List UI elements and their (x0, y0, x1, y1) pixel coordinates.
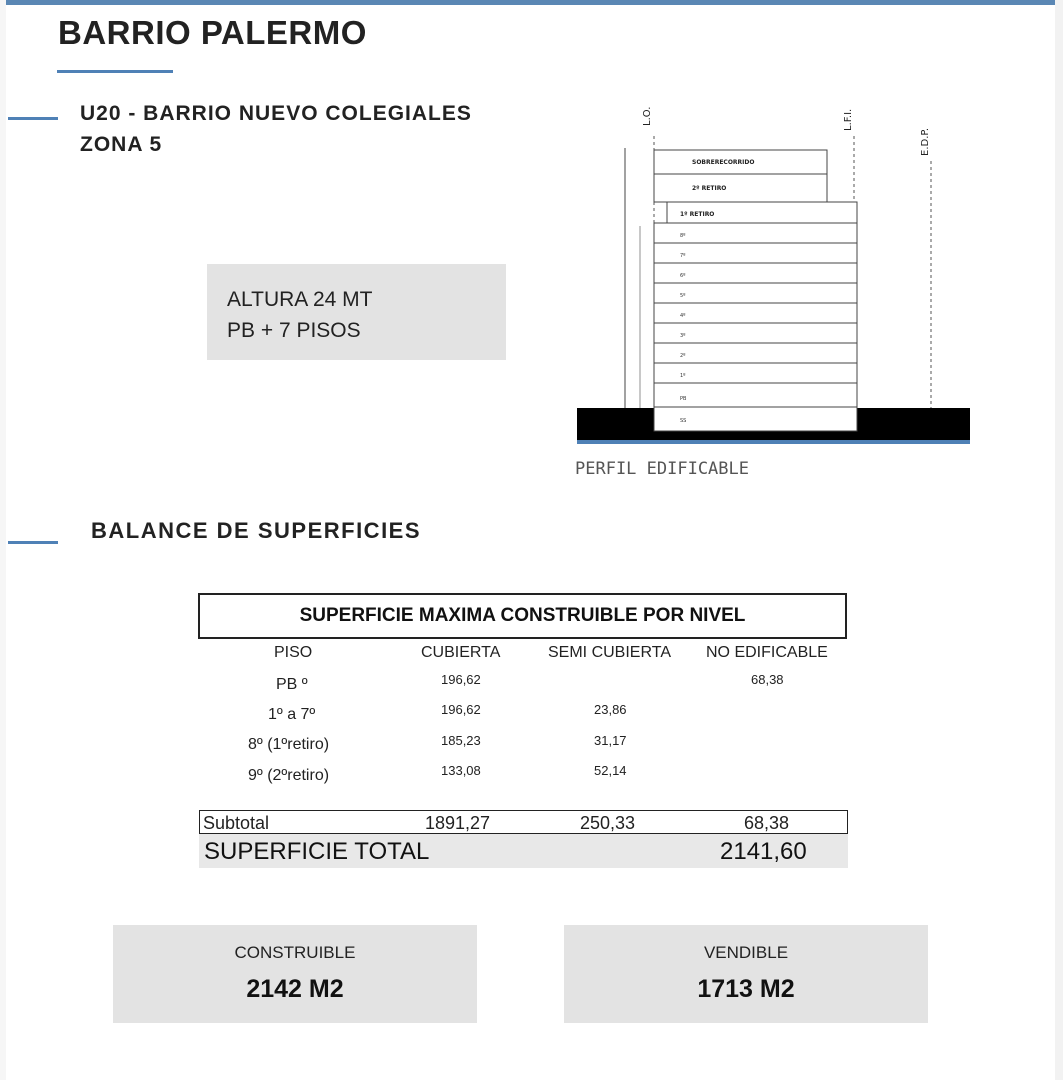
row-semi: 23,86 (594, 702, 627, 717)
row-piso: PB º (276, 676, 308, 693)
col-head-cubierta: CUBIERTA (421, 644, 501, 661)
vendible-label: VENDIBLE (703, 943, 789, 962)
building-profile-diagram (570, 96, 980, 486)
zone-name: U20 - BARRIO NUEVO COLEGIALES (80, 102, 472, 125)
floor-label-4: 4º (680, 313, 686, 319)
subtotal-semi: 250,33 (580, 813, 636, 833)
total-label: SUPERFICIE TOTAL (204, 838, 430, 865)
row-semi: 52,14 (594, 763, 627, 778)
floor-label-ss: SS (680, 418, 687, 424)
zone-section-dash (8, 117, 58, 120)
row-piso: 1º a 7º (268, 706, 316, 723)
typical-floors (654, 223, 857, 383)
construible-card (113, 925, 477, 1023)
balance-title: BALANCE DE SUPERFICIES (91, 518, 422, 543)
row-cubierta: 196,62 (441, 672, 481, 687)
balance-section-dash (8, 541, 58, 544)
row-no-edificable: 68,38 (751, 672, 784, 687)
floor-label-sobrerecorrido: SOBRERECORRIDO (692, 159, 755, 166)
floor-label-3: 3º (680, 333, 686, 339)
floor-label-2: 2º (680, 353, 686, 359)
page-title: BARRIO PALERMO (58, 14, 367, 51)
edp-label: E.D.P. (920, 127, 931, 156)
lo-label: L.O. (642, 106, 653, 126)
construible-label: CONSTRUIBLE (234, 943, 356, 962)
floor-label-6: 6º (680, 273, 686, 279)
table-title-box (198, 593, 847, 639)
floors-text: PB + 7 PISOS (227, 319, 361, 342)
row-piso: 8º (1ºretiro) (248, 736, 330, 753)
subtotal-cubierta: 1891,27 (425, 813, 491, 833)
top-accent-bar (0, 0, 1063, 5)
floor-label-5: 5º (680, 293, 686, 299)
floor-label-pb: PB (680, 396, 687, 402)
vendible-value: 1713 M2 (697, 975, 795, 1003)
zone-number: ZONA 5 (80, 133, 163, 156)
height-info-box (207, 264, 506, 360)
row-cubierta: 196,62 (441, 702, 481, 717)
subtotal-no-edificable: 68,38 (744, 813, 790, 833)
ground-accent (577, 440, 970, 444)
height-text: ALTURA 24 MT (227, 288, 373, 311)
col-head-piso: PISO (274, 644, 313, 661)
floor-2-retiro (654, 174, 827, 202)
right-edge (1055, 0, 1063, 1080)
table-title: SUPERFICIE MAXIMA CONSTRUIBLE POR NIVEL (299, 605, 746, 626)
vendible-card (564, 925, 928, 1023)
left-edge (0, 0, 6, 1080)
floor-label-7: 7º (680, 253, 686, 259)
row-cubierta: 185,23 (441, 733, 481, 748)
col-head-semi-cubierta: SEMI CUBIERTA (548, 644, 671, 661)
row-piso: 9º (2ºretiro) (248, 767, 330, 784)
floor-label-2-retiro: 2º RETIRO (692, 185, 727, 192)
profile-caption: PERFIL EDIFICABLE (575, 459, 749, 479)
floor-label-1: 1º (680, 373, 686, 379)
row-semi: 31,17 (594, 733, 627, 748)
floor-pb (654, 383, 857, 407)
row-cubierta: 133,08 (441, 763, 481, 778)
subtotal-label: Subtotal (203, 813, 270, 833)
floor-label-1-retiro: 1º RETIRO (680, 211, 715, 218)
floor-label-8: 8º (680, 233, 686, 239)
col-head-no-edificable: NO EDIFICABLE (706, 644, 828, 661)
lfi-label: L.F.I. (843, 108, 854, 131)
construible-value: 2142 M2 (246, 975, 344, 1003)
total-value: 2141,60 (720, 838, 807, 865)
title-underline (57, 70, 173, 73)
